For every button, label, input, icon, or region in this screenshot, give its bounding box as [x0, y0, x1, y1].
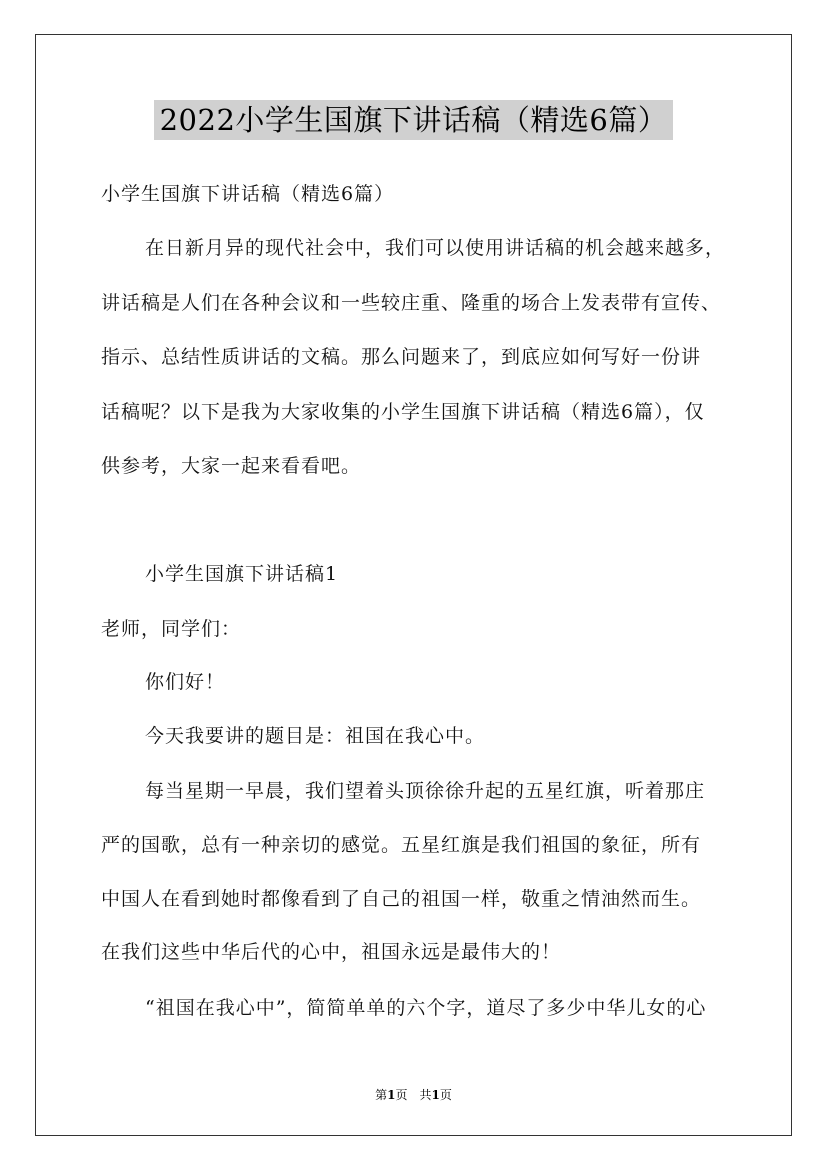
paragraph-line: “祖国在我心中”，简简单单的六个字，道尽了多少中华儿女的心 — [145, 997, 707, 1019]
section-heading: 小学生国旗下讲话稿1 — [145, 563, 339, 585]
page-suffix: 页 — [439, 1088, 452, 1102]
page-current: 1 — [387, 1088, 396, 1102]
topic-line: 今天我要讲的题目是：祖国在我心中。 — [145, 725, 486, 747]
page-prefix: 第 — [375, 1088, 388, 1102]
title-container — [0, 100, 827, 140]
document-title: 2022小学生国旗下讲话稿（精选6篇） — [154, 100, 674, 140]
salutation: 老师，同学们： — [101, 618, 242, 640]
paragraph-line: 中国人在看到她时都像看到了自己的祖国一样，敬重之情油然而生。 — [101, 888, 702, 910]
paragraph-line: 在我们这些中华后代的心中，祖国永远是最伟大的！ — [101, 941, 562, 963]
paragraph-line: 每当星期一早晨，我们望着头顶徐徐升起的五星红旗，听着那庄 — [145, 780, 706, 802]
intro-line: 供参考，大家一起来看看吧。 — [101, 455, 362, 477]
document-subtitle: 小学生国旗下讲话稿（精选6篇） — [101, 183, 395, 205]
greeting: 你们好！ — [145, 671, 226, 693]
intro-line: 在日新月异的现代社会中，我们可以使用讲话稿的机会越来越多， — [145, 237, 726, 259]
intro-line: 讲话稿是人们在各种会议和一些较庄重、隆重的场合上发表带有宣传、 — [101, 292, 722, 314]
paragraph-line: 严的国歌，总有一种亲切的感觉。五星红旗是我们祖国的象征，所有 — [101, 834, 702, 856]
page-total: 1 — [431, 1088, 440, 1102]
page-footer — [0, 1086, 827, 1103]
intro-line: 话稿呢？以下是我为大家收集的小学生国旗下讲话稿（精选6篇），仅 — [101, 401, 705, 423]
page-mid: 页 共 — [395, 1088, 432, 1102]
intro-line: 指示、总结性质讲话的文稿。那么问题来了，到底应如何写好一份讲 — [101, 346, 702, 368]
